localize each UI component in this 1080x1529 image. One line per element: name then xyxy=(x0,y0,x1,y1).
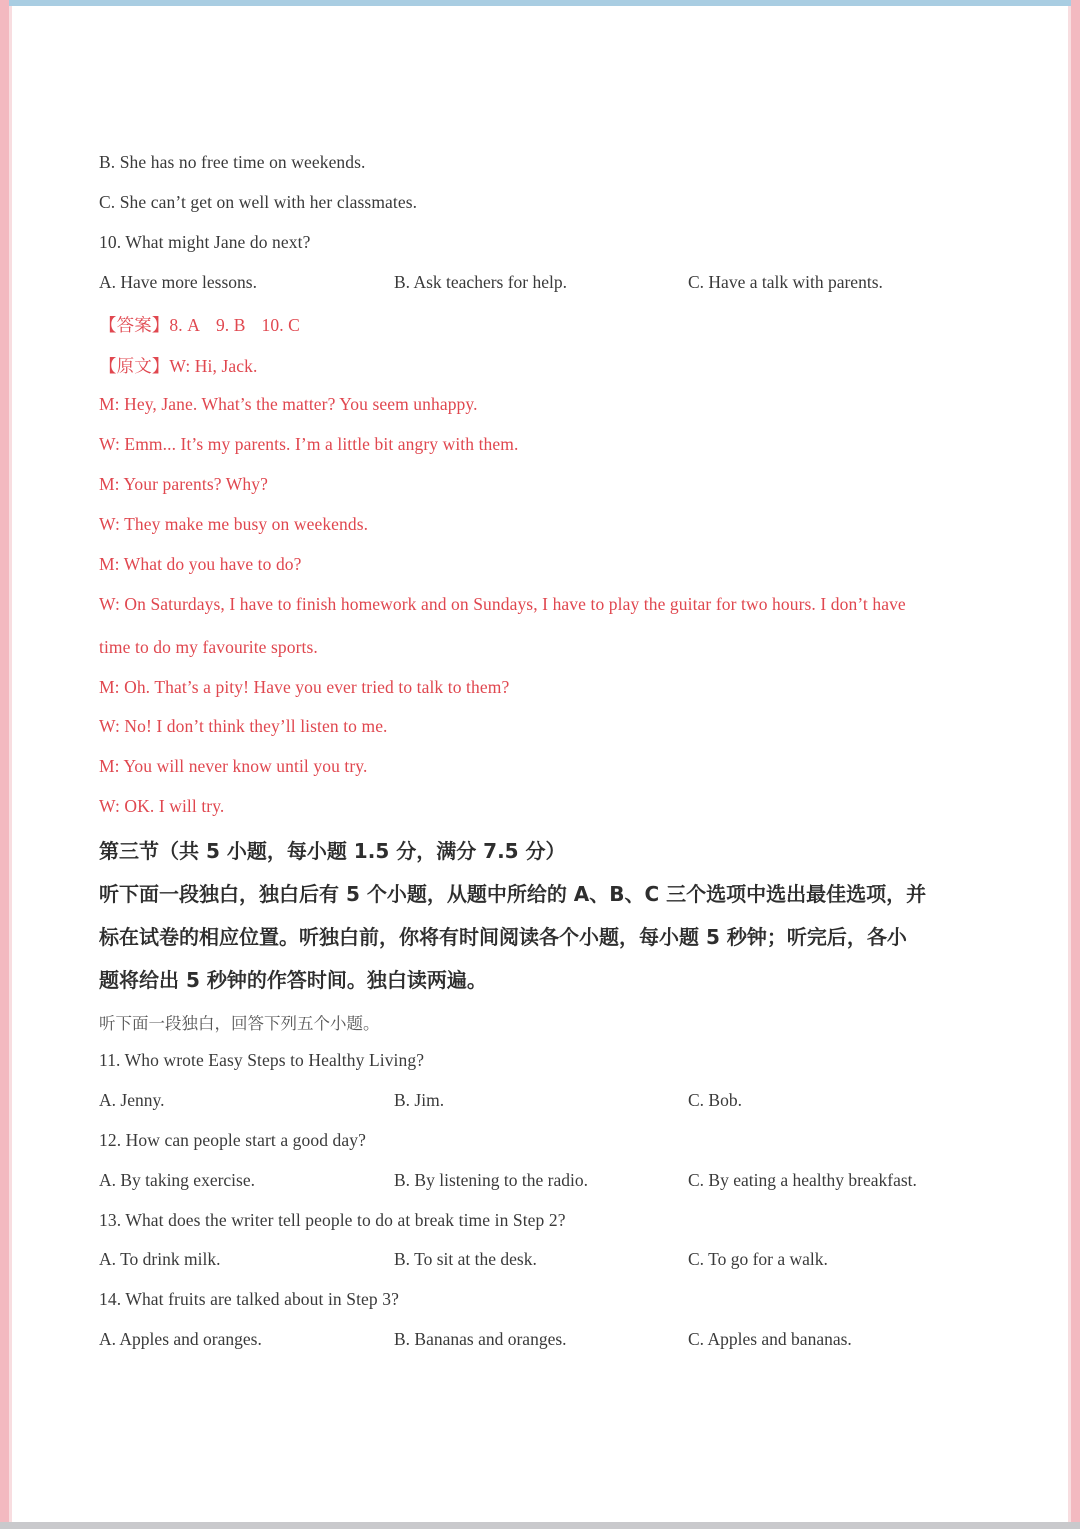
q12-options xyxy=(99,1170,999,1194)
transcript-line-0 xyxy=(99,353,257,378)
q12-option-b: B. By listening to the radio. xyxy=(394,1170,588,1190)
transcript-line-5: M: What do you have to do? xyxy=(99,554,302,574)
q10-option-b: B. Ask teachers for help. xyxy=(394,272,568,292)
page-frame-top xyxy=(0,0,1080,6)
transcript-line-1: M: Hey, Jane. What’s the matter? You seem unhappy. xyxy=(99,394,478,414)
q10-option-c: C. Have a talk with parents. xyxy=(688,272,883,292)
q12-option-c: C. By eating a healthy breakfast. xyxy=(688,1170,917,1190)
transcript-line-3: M: Your parents? Why? xyxy=(99,474,268,494)
answer-8: 8. A xyxy=(169,315,200,335)
transcript-line-4: W: They make me busy on weekends. xyxy=(99,514,369,534)
q13-options xyxy=(99,1249,999,1273)
answer-9: 9. B xyxy=(215,315,246,335)
q14-option-c: C. Apples and bananas. xyxy=(688,1329,852,1349)
q12-option-a: A. By taking exercise. xyxy=(99,1170,255,1190)
answer-line xyxy=(99,312,316,337)
q13-option-a: A. To drink milk. xyxy=(99,1249,221,1269)
q14-question: 14. What fruits are talked about in Step 3? xyxy=(99,1289,399,1309)
answer-tag: 【答案】 xyxy=(99,315,170,335)
q11-question: 11. Who wrote Easy Steps to Healthy Living? xyxy=(99,1050,425,1070)
q13-question: 13. What does the writer tell people to do at break time in Step 2? xyxy=(99,1210,566,1230)
q14-options xyxy=(99,1329,999,1353)
transcript-line-7: time to do my favourite sports. xyxy=(99,637,318,657)
transcript-line-11: W: OK. I will try. xyxy=(99,796,225,816)
q10-option-a: A. Have more lessons. xyxy=(99,272,257,292)
transcript-text: W: Hi, Jack. xyxy=(169,356,258,376)
section3-instruction-1: 听下面一段独白，独白后有 5 个小题，从题中所给的 A、B、C 三个选项中选出最佳选项，并 xyxy=(99,882,927,906)
answer-10: 10. C xyxy=(261,315,300,335)
q13-option-c: C. To go for a walk. xyxy=(688,1249,828,1269)
q13-option-b: B. To sit at the desk. xyxy=(394,1249,537,1269)
q12-question: 12. How can people start a good day? xyxy=(99,1130,366,1150)
q9-option-b: B. She has no free time on weekends. xyxy=(99,152,366,172)
q14-option-a: A. Apples and oranges. xyxy=(99,1329,262,1349)
q10-question: 10. What might Jane do next? xyxy=(99,232,311,252)
transcript-tag: 【原文】 xyxy=(99,356,170,376)
q10-options xyxy=(99,272,999,296)
transcript-line-2: W: Emm... It’s my parents. I’m a little bit angry with them. xyxy=(99,434,519,454)
page-border-inner-left xyxy=(9,6,12,1522)
section3-instruction-2: 标在试卷的相应位置。听独白前，你将有时间阅读各个小题，每小题 5 秒钟；听完后，各小 xyxy=(99,925,907,949)
transcript-line-8: M: Oh. That’s a pity! Have you ever tried to talk to them? xyxy=(99,677,510,697)
section3-heading: 第三节（共 5 小题，每小题 1.5 分，满分 7.5 分） xyxy=(99,839,566,863)
q11-option-c: C. Bob. xyxy=(688,1090,742,1110)
section3-subinstruction: 听下面一段独白，回答下列五个小题。 xyxy=(99,1014,380,1033)
transcript-line-9: W: No! I don’t think they’ll listen to me. xyxy=(99,716,388,736)
page-border-inner-right xyxy=(1068,6,1071,1522)
page-frame-bottom xyxy=(0,1522,1080,1529)
transcript-line-10: M: You will never know until you try. xyxy=(99,756,368,776)
page-frame-left xyxy=(0,0,9,1529)
q14-option-b: B. Bananas and oranges. xyxy=(394,1329,567,1349)
q9-option-c: C. She can’t get on well with her classmates. xyxy=(99,192,418,212)
transcript-line-6: W: On Saturdays, I have to finish homework and on Sundays, I have to play the guitar for two hours. I don’t have xyxy=(99,594,906,614)
q11-option-a: A. Jenny. xyxy=(99,1090,165,1110)
q11-option-b: B. Jim. xyxy=(394,1090,445,1110)
page-frame-right xyxy=(1071,0,1080,1529)
q11-options xyxy=(99,1090,999,1114)
section3-instruction-3: 题将给出 5 秒钟的作答时间。独白读两遍。 xyxy=(99,968,487,992)
